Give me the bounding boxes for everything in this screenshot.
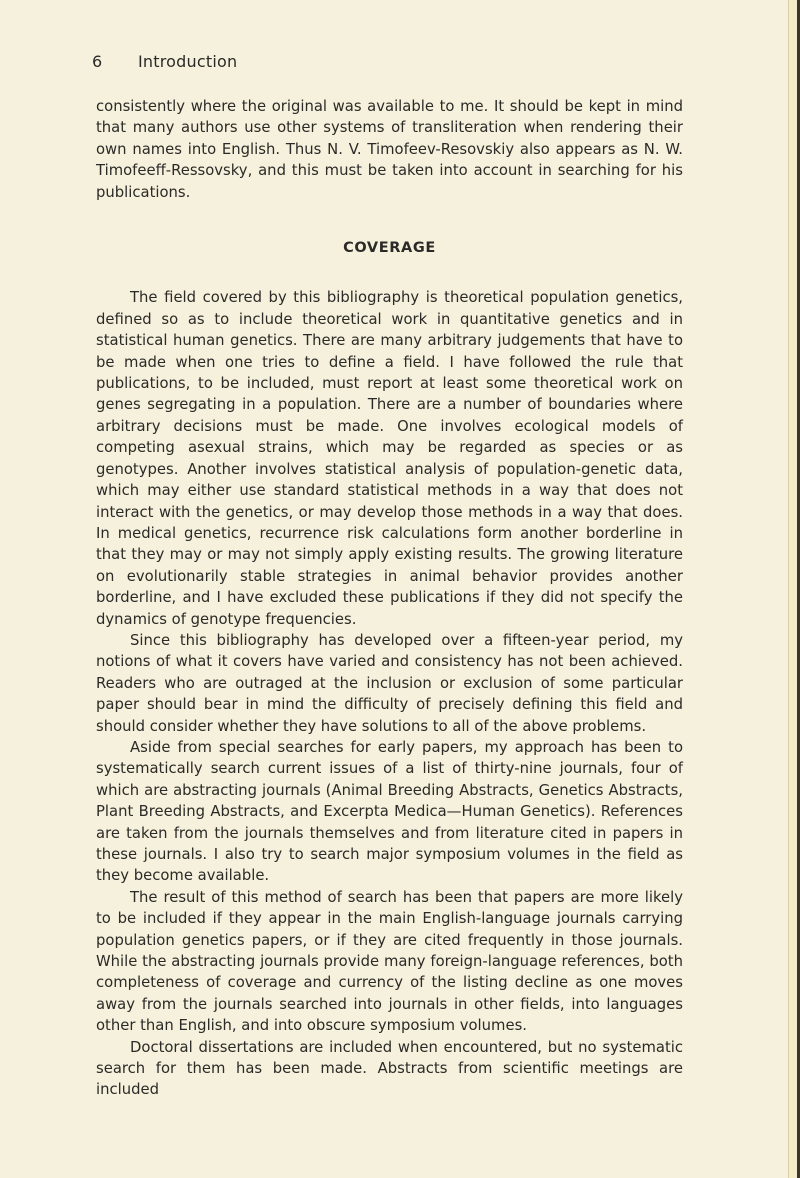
coverage-paragraph-2: Since this bibliography has developed over a fifteen-year period, my notions of what it covers have varied and consistency has not been achieved. Readers who are outraged at the inclusion or exclusion of some particular paper should bear in mind the difficulty of precisely defining this field and should consider whether they have solutions to all of the above problems. [96, 631, 683, 735]
running-head [92, 52, 237, 71]
coverage-paragraph-3: Aside from special searches for early papers, my approach has been to systematically search current issues of a list of thirty-nine journals, four of which are abstracting journals (Animal Breeding Abstracts, Genetics Abstracts, Plant Breeding Abstracts, and Excerpta Medica—Human Genetics). References are taken from the journals themselves and from literature cited in papers in these journals. I also try to search major symposium volumes in the field as they become available. [96, 738, 683, 885]
coverage-paragraph-4: The result of this method of search has been that papers are more likely to be included if they appear in the main English-language journals carrying population genetics papers, or if they are cited frequently in those journals. While the abstracting journals provide many foreign-language references, both completeness of coverage and currency of the listing decline as one moves away from the journals searched into journals in other fields, into languages other than English, and into obscure symposium volumes. [96, 888, 683, 1035]
running-head-title: Introduction [138, 52, 238, 71]
coverage-paragraph-5: Doctoral dissertations are included when encountered, but no systematic search for them has been made. Abstracts from scientific meetings are included [96, 1038, 683, 1099]
section-heading: COVERAGE [343, 240, 436, 257]
intro-paragraph: consistently where the original was available to me. It should be kept in mind that many authors use other systems of transliteration when rendering their own names into English. Thus N. V. Timofeev-Resovskiy also appears as N. W. Timofeeff-Ressovsky, and this must be taken into account in searching for his publications. [96, 98, 683, 201]
page-edge [788, 0, 800, 1178]
body-text [96, 96, 683, 1101]
coverage-paragraph-1: The field covered by this bibliography is theoretical population genetics, defined so as to include theoretical work in quantitative genetics and in statistical human genetics. There are many arbitrary judgements that have to be made when one tries to define a field. I have followed the rule that publications, to be included, must report at least some theoretical work on genes segregating in a population. There are a number of boundaries where arbitrary decisions must be made. One involves ecological models of competing asexual strains, which may be regarded as species or as genotypes. Another involves statistical analysis of population-genetic data, which may either use standard statistical methods in a way that does not interact with the genetics, or may develop those methods in a way that does. In medical genetics, recurrence risk calculations form another borderline in that they may or may not simply apply existing results. The growing literature on evolutionarily stable strategies in animal behavior provides another borderline, and I have excluded these publications if they did not specify the dynamics of genotype frequencies. [96, 289, 683, 628]
page-number: 6 [92, 52, 103, 71]
